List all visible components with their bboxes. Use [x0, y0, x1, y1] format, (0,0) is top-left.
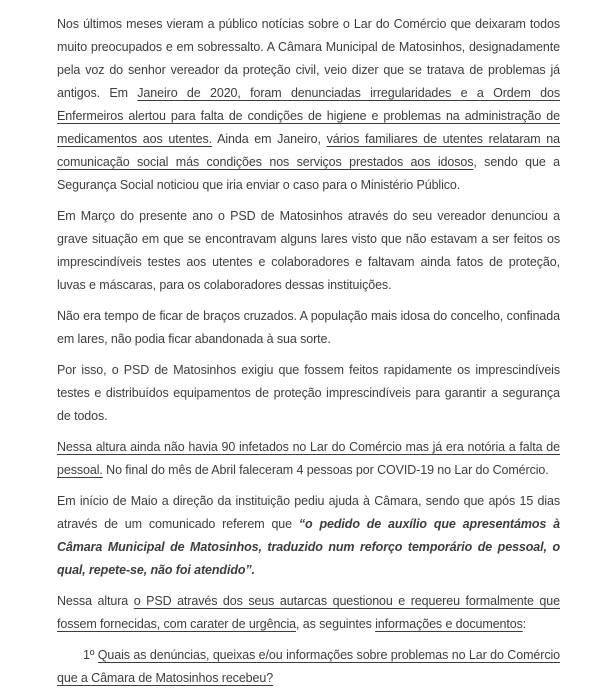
paragraph [57, 305, 560, 351]
text-run: Nessa altura ainda não havia 90 infetados no Lar do Comércio mas já era notória a falta de pessoal. [57, 440, 560, 477]
paragraph [57, 13, 560, 197]
text-run: 1º [83, 648, 98, 662]
text-run: o PSD através dos seus autarcas questionou e requereu formalmente que fossem fornecidas, com carater de urgência [57, 594, 560, 631]
text-run: No final do mês de Abril faleceram 4 pessoas por COVID-19 no Lar do Comércio. [102, 463, 549, 477]
text-run: vários familiares de utentes relataram na comunicação social más condições nos serviços prestados aos idosos [57, 132, 560, 169]
text-run: Nos últimos meses vieram a público notícias sobre o Lar do Comércio que deixaram todos muito preocupados e em sobressalto. A Câmara Municipal de Matosinhos, designadamente pela voz do senhor vereador da proteção civil, veio dizer que se tratava de problemas já antigos. Em [57, 17, 560, 100]
paragraph [57, 436, 560, 482]
paragraph [57, 590, 560, 636]
text-run: Não era tempo de ficar de braços cruzados. A população mais idosa do concelho, confinada em lares, não podia ficar abandonada à sua sorte. [57, 309, 560, 346]
text-run: : [522, 617, 527, 631]
text-run: Ainda em Janeiro, [212, 132, 327, 146]
text-run: , as seguintes [295, 617, 376, 631]
paragraph [57, 490, 560, 582]
text-run: Janeiro de 2020, foram denunciadas irregularidades e a Ordem dos Enfermeiros alertou para falta de condições de higiene e problemas na administração de medicamentos aos utentes. [57, 86, 561, 146]
text-run: Por isso, o PSD de Matosinhos exigiu que fossem feitos rapidamente os imprescindíveis testes e distribuídos equipamentos de proteção imprescindíveis para garantir a segurança de todos. [57, 363, 560, 423]
paragraph [57, 205, 560, 297]
document-body [57, 13, 560, 690]
text-run: , sendo que a Segurança Social noticiou que iria enviar o caso para o Ministério Público. [57, 155, 560, 192]
text-run: informações e documentos [375, 617, 523, 631]
text-run: “o pedido de auxílio que apresentámos à Câmara Municipal de Matosinhos, traduzido num reforço temporário de pessoal, o qual, repete-se, não foi atendido”. [57, 517, 560, 577]
text-run: Quais as denúncias, queixas e/ou informações sobre problemas no Lar do Comércio que a Câmara de Matosinhos recebeu? [57, 648, 560, 685]
text-run: Nessa altura [57, 594, 134, 608]
text-run: Em Março do presente ano o PSD de Matosinhos através do seu vereador denunciou a grave situação em que se encontravam alguns lares visto que não estavam a ser feitos os imprescindíveis testes aos utentes e colaboradores e faltavam ainda fatos de proteção, luvas e máscaras, para os colaboradores dessas instituições. [57, 209, 560, 292]
paragraph [57, 359, 560, 428]
text-run: Em início de Maio a direção da instituição pediu ajuda à Câmara, sendo que após 15 dias através de um comunicado referem que [57, 494, 560, 531]
paragraph [57, 644, 560, 690]
